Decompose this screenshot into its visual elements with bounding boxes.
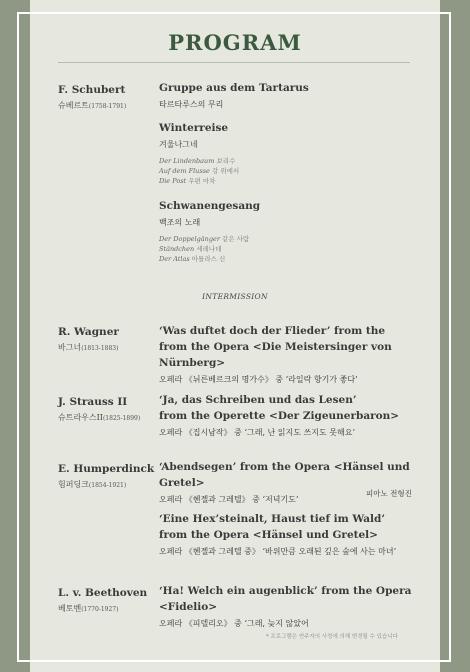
work-wagner (159, 323, 419, 385)
song-list: Der Lindenbaum 보리수 Auf dem Flusse 강 위에서 Die Post 우편 마차 (159, 157, 240, 185)
work-humperdinck-2 (159, 511, 419, 557)
composer-name-ko: 바그너(1813-1883) (58, 343, 119, 352)
composer-name-en: J. Strauss II (58, 396, 128, 408)
work-beethoven (159, 583, 419, 629)
composer-schubert (58, 84, 126, 111)
composer-humperdinck (58, 463, 154, 490)
composer-name-en: E. Humperdinck (58, 463, 155, 475)
work-schubert-1 (159, 80, 419, 110)
work-title-en-2: from the Opera <Hänsel und Gretel> (159, 529, 378, 541)
work-title-en: ‘Ja, das Schreiben und das Lesen’ (159, 394, 357, 406)
work-title-ko: 오페라 《피델리오》 중 ‘그래, 늦지 않았어 (159, 619, 309, 628)
song-list: Der Doppelgänger 같은 사람 Ständchen 세레나데 Der Atlas 아틀라스 신 (159, 235, 250, 263)
intermission-label: INTERMISSION (202, 292, 268, 301)
work-title-en-2: from the Operette <Der Zigeunerbaron> (159, 410, 400, 422)
footnote: * 프로그램은 연주자의 사정에 의해 변경될 수 있습니다 (266, 634, 398, 640)
work-title-ko: 오페라 《헨젤과 그레텔》 중 ‘저녁기도’ (159, 495, 299, 504)
composer-name-en: F. Schubert (58, 84, 126, 96)
work-title-en: ‘Ha! Welch ein augenblick’ from the Opera <Fidelio> (159, 585, 412, 613)
work-schubert-3 (159, 198, 419, 264)
work-title-en-2: from the Opera <Die Meistersinger von Nürnberg> (159, 341, 392, 369)
work-title-ko: 백조의 노래 (159, 218, 201, 227)
composer-name-en: R. Wagner (58, 326, 119, 338)
work-title-ko: 타르타루스의 무리 (159, 100, 224, 109)
work-title-en: ‘Eine Hex’steinalt, Haust tief im Wald’ (159, 513, 386, 525)
work-title-en: Schwanengesang (159, 200, 261, 212)
work-title-en: ‘Abendsegen’ from the Opera <Hänsel und Gretel> (159, 461, 410, 489)
work-title-en: ‘Was duftet doch der Flieder’ from the (159, 325, 386, 337)
composer-name-ko: 슈트라우스II(1825-1899) (58, 413, 141, 422)
work-title-ko: 오페라 《헨젤과 그레텔 중》 ‘바위만큼 오래된 깊은 숲에 사는 마녀’ (159, 547, 397, 556)
work-title-ko: 겨울나그네 (159, 140, 198, 149)
composer-name-en: L. v. Beethoven (58, 587, 148, 599)
composer-beethoven (58, 587, 147, 614)
work-schubert-2 (159, 120, 419, 186)
page-title: PROGRAM (168, 30, 302, 55)
composer-name-ko: 베토벤(1770-1927) (58, 604, 119, 613)
composer-strauss (58, 396, 140, 423)
composer-wagner (58, 326, 119, 353)
pianist-credit: 피아노 전형진 (366, 489, 412, 498)
composer-name-ko: 험퍼딩크(1854-1921) (58, 480, 127, 489)
work-title-en: Winterreise (159, 122, 229, 134)
work-title-ko: 오페라 《집시남작》 중 ‘그래, 난 읽지도 쓰지도 못해요’ (159, 428, 355, 437)
work-title-en: Gruppe aus dem Tartarus (159, 82, 309, 94)
work-title-ko: 오페라 《뉘른베르크의 명가수》 중 ‘라일락 향기가 좋다’ (159, 375, 358, 384)
work-strauss (159, 392, 419, 438)
composer-name-ko: 슈베르트(1758-1791) (58, 101, 127, 110)
divider (58, 62, 410, 63)
